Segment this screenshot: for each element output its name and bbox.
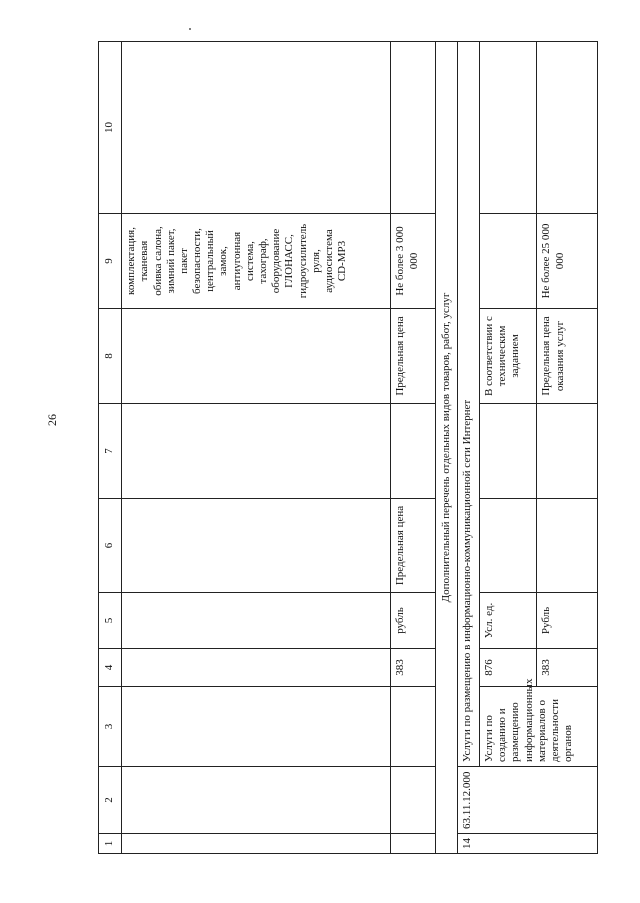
value-cell: Не более 3 000 000 xyxy=(391,214,435,309)
characteristic-cell: В соответствии с техническим заданием xyxy=(480,309,537,404)
list-line: антиугонная xyxy=(230,231,243,291)
unit-cell: Усл. ед. xyxy=(480,593,537,649)
table-cell xyxy=(391,42,435,214)
table-cell xyxy=(537,42,598,214)
table-row xyxy=(457,42,479,854)
value-cell xyxy=(480,214,537,309)
col-header-3: 3 xyxy=(99,687,122,767)
list-line: обивка салона, xyxy=(151,226,164,296)
col-header-6: 6 xyxy=(99,499,122,593)
scan-speck xyxy=(189,28,191,30)
section-row xyxy=(435,42,457,854)
list-line: зимний пакет, xyxy=(164,228,177,294)
okpd-code: 63.11.12.000 xyxy=(457,767,597,834)
table-cell xyxy=(391,834,435,854)
list-line: руля, xyxy=(309,249,322,273)
section-title: Дополнительный перечень отдельных видов товаров, работ, услуг xyxy=(435,42,457,854)
list-line: оборудование xyxy=(270,228,283,294)
table-cell xyxy=(122,649,391,687)
list-line: система, xyxy=(243,241,256,281)
list-line: тканевая xyxy=(138,240,151,282)
list-line: безопасности, xyxy=(191,228,204,294)
table-cell xyxy=(122,687,391,767)
col-header-7: 7 xyxy=(99,404,122,499)
okei-code-cell: 383 xyxy=(537,649,598,687)
list-line: гидроусилитель xyxy=(296,223,309,299)
list-line: аудиосистема xyxy=(322,229,335,293)
list-line: CD-MP3 xyxy=(336,240,349,282)
table-cell xyxy=(391,687,435,767)
list-line: замок, xyxy=(217,246,230,276)
table-cell xyxy=(122,42,391,214)
unit-cell: рубль xyxy=(391,593,435,649)
equipment-list-cell xyxy=(122,214,391,309)
table-cell xyxy=(391,767,435,834)
col-header-1: 1 xyxy=(99,834,122,854)
table-cell xyxy=(122,834,391,854)
table-row xyxy=(480,42,537,854)
table-cell xyxy=(480,499,537,593)
table-cell xyxy=(537,404,598,499)
characteristic-cell: Предельная цена xyxy=(391,499,435,593)
col-header-4: 4 xyxy=(99,649,122,687)
table-cell xyxy=(122,767,391,834)
list-line: пакет xyxy=(177,248,190,274)
characteristic-cell: Предельная цена оказания услуг xyxy=(537,309,598,404)
table-row xyxy=(391,42,435,854)
goods-services-table xyxy=(98,41,598,854)
characteristic-cell: Предельная цена xyxy=(391,309,435,404)
page-number: 26 xyxy=(45,414,59,426)
table-cell xyxy=(480,42,537,214)
table-cell xyxy=(391,404,435,499)
okei-code-cell: 383 xyxy=(391,649,435,687)
col-header-5: 5 xyxy=(99,593,122,649)
unit-cell: Рубль xyxy=(537,593,598,649)
service-category-name: Услуги по размещению в информационно-коммуникационной сети Интернет xyxy=(457,42,479,767)
service-name: Услуги по созданию и размещению информационных материалов о деятельности органов xyxy=(480,687,598,767)
value-cell: Не более 25 000 000 xyxy=(537,214,598,309)
row-number: 14 xyxy=(457,834,597,854)
col-header-9: 9 xyxy=(99,214,122,309)
table-cell xyxy=(122,499,391,593)
col-header-8: 8 xyxy=(99,309,122,404)
col-header-10: 10 xyxy=(99,42,122,214)
list-line: ГЛОНАСС, xyxy=(283,234,296,288)
okei-code-cell: 876 xyxy=(480,649,537,687)
table-row xyxy=(122,42,391,854)
list-line: центральный xyxy=(204,230,217,292)
table-cell xyxy=(122,593,391,649)
table-cell xyxy=(122,309,391,404)
col-header-2: 2 xyxy=(99,767,122,834)
table-cell xyxy=(480,404,537,499)
header-row xyxy=(99,42,122,854)
list-line: тахограф, xyxy=(257,238,270,284)
table-cell xyxy=(537,499,598,593)
list-line: комплектация, xyxy=(125,227,138,295)
rotated-table-wrapper xyxy=(98,42,598,854)
table-cell xyxy=(122,404,391,499)
